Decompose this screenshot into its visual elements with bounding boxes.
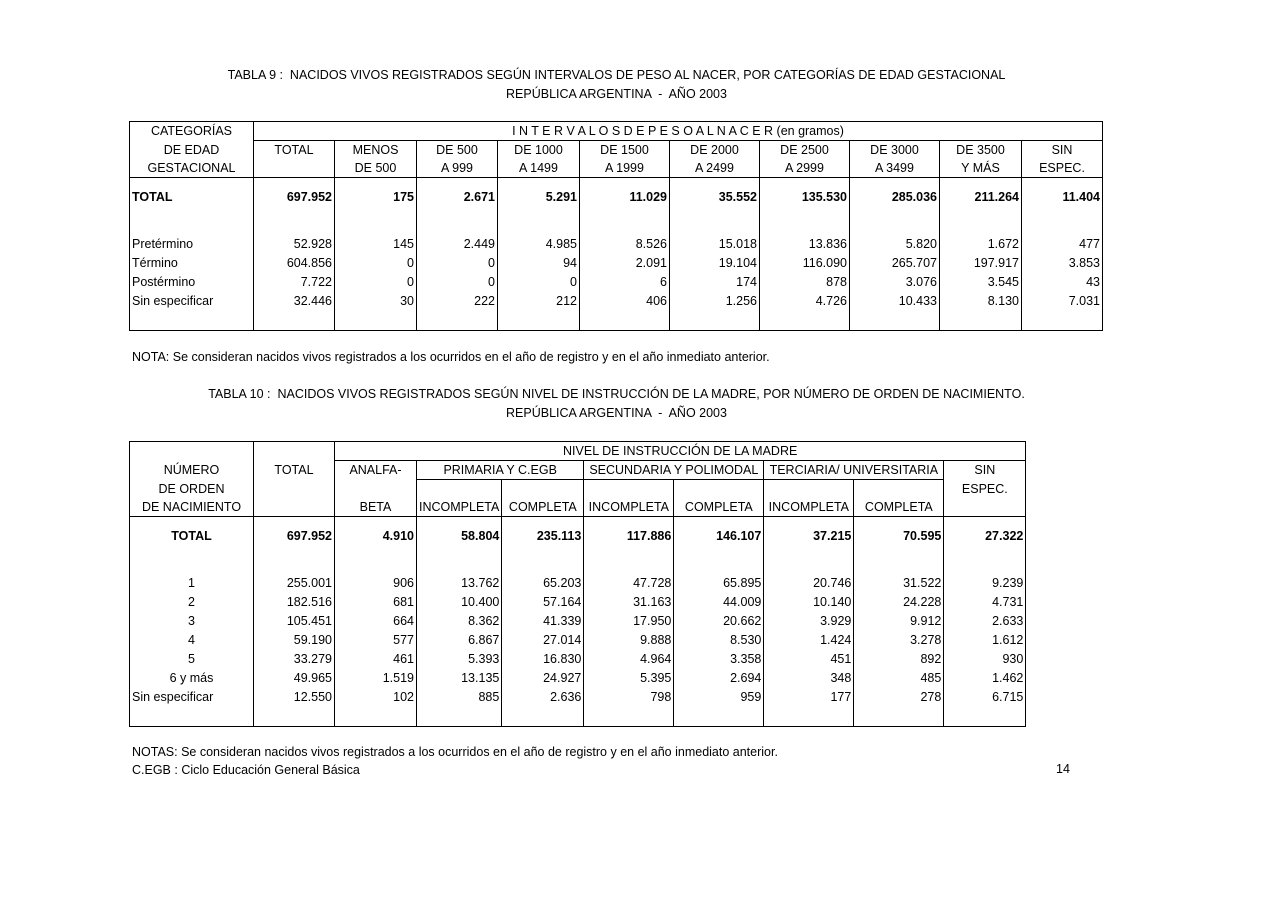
data-cell: 47.728 bbox=[584, 574, 674, 593]
table10-note: NOTAS: Se consideran nacidos vivos registrados a los ocurridos en el año de registro y en el año inmediato anterior. bbox=[132, 745, 778, 759]
data-cell: 278 bbox=[854, 688, 944, 707]
data-cell: 461 bbox=[335, 650, 417, 669]
data-cell: 3.929 bbox=[764, 612, 854, 631]
data-cell: 9.239 bbox=[944, 574, 1026, 593]
header-cell: DE 1500 bbox=[580, 141, 670, 160]
data-cell: 59.190 bbox=[254, 631, 335, 650]
row-label: TOTAL bbox=[130, 517, 254, 556]
data-cell: 3.358 bbox=[674, 650, 764, 669]
data-cell: 35.552 bbox=[670, 178, 760, 217]
data-cell: 906 bbox=[335, 574, 417, 593]
data-cell: 4.910 bbox=[335, 517, 417, 556]
data-cell: 11.029 bbox=[580, 178, 670, 217]
header-cell: COMPLETA bbox=[854, 498, 944, 517]
data-cell: 348 bbox=[764, 669, 854, 688]
data-cell: 2.633 bbox=[944, 612, 1026, 631]
header-cell: Y MÁS bbox=[940, 159, 1022, 178]
row-label: Pretérmino bbox=[130, 235, 254, 254]
data-cell: 959 bbox=[674, 688, 764, 707]
data-cell: 6 bbox=[580, 273, 670, 292]
data-cell: 58.804 bbox=[417, 517, 502, 556]
table9-subtitle: REPÚBLICA ARGENTINA - AÑO 2003 bbox=[506, 87, 727, 101]
table10-abbrev-note: C.EGB : Ciclo Educación General Básica bbox=[132, 763, 360, 777]
data-cell: 697.952 bbox=[254, 517, 335, 556]
header-cell: PRIMARIA Y C.EGB bbox=[417, 461, 584, 480]
header-cell: INCOMPLETA bbox=[417, 498, 502, 517]
data-cell: 697.952 bbox=[254, 178, 335, 217]
data-cell: 10.433 bbox=[850, 292, 940, 311]
table9 bbox=[129, 121, 1103, 331]
data-cell: 13.135 bbox=[417, 669, 502, 688]
header-cell: A 2499 bbox=[670, 159, 760, 178]
data-cell: 37.215 bbox=[764, 517, 854, 556]
header-cell: NIVEL DE INSTRUCCIÓN DE LA MADRE bbox=[335, 442, 1026, 461]
data-cell: 175 bbox=[335, 178, 417, 217]
data-cell: 1.612 bbox=[944, 631, 1026, 650]
data-cell: 878 bbox=[760, 273, 850, 292]
data-cell: 2.636 bbox=[502, 688, 584, 707]
row-label: 2 bbox=[130, 593, 254, 612]
data-cell: 145 bbox=[335, 235, 417, 254]
header-cell: DE 3000 bbox=[850, 141, 940, 160]
data-cell: 33.279 bbox=[254, 650, 335, 669]
header-cell: I N T E R V A L O S D E P E S O A L N A C E R (en gramos) bbox=[254, 122, 1103, 141]
header-cell: DE 500 bbox=[417, 141, 498, 160]
header-cell: DE NACIMIENTO bbox=[130, 498, 254, 517]
data-cell: 41.339 bbox=[502, 612, 584, 631]
data-cell: 3.076 bbox=[850, 273, 940, 292]
data-cell: 0 bbox=[335, 254, 417, 273]
header-cell bbox=[254, 159, 335, 178]
table-row bbox=[130, 273, 1103, 292]
data-cell: 285.036 bbox=[850, 178, 940, 217]
data-cell: 4.964 bbox=[584, 650, 674, 669]
data-cell: 8.526 bbox=[580, 235, 670, 254]
header-cell: SIN bbox=[1022, 141, 1103, 160]
data-cell: 11.404 bbox=[1022, 178, 1103, 217]
data-cell: 0 bbox=[335, 273, 417, 292]
data-cell: 1.672 bbox=[940, 235, 1022, 254]
data-cell: 4.985 bbox=[498, 235, 580, 254]
header-cell: DE 3500 bbox=[940, 141, 1022, 160]
header-cell: A 3499 bbox=[850, 159, 940, 178]
data-cell: 70.595 bbox=[854, 517, 944, 556]
data-cell: 885 bbox=[417, 688, 502, 707]
header-cell: INCOMPLETA bbox=[584, 498, 674, 517]
header-cell: ESPEC. bbox=[1022, 159, 1103, 178]
row-label: Postérmino bbox=[130, 273, 254, 292]
data-cell: 6.715 bbox=[944, 688, 1026, 707]
table-row bbox=[130, 292, 1103, 311]
header-cell: COMPLETA bbox=[502, 498, 584, 517]
data-cell: 4.726 bbox=[760, 292, 850, 311]
row-label: 3 bbox=[130, 612, 254, 631]
data-cell: 211.264 bbox=[940, 178, 1022, 217]
row-label: 6 y más bbox=[130, 669, 254, 688]
header-cell: A 2999 bbox=[760, 159, 850, 178]
data-cell: 94 bbox=[498, 254, 580, 273]
data-cell: 451 bbox=[764, 650, 854, 669]
data-cell: 65.203 bbox=[502, 574, 584, 593]
data-cell: 44.009 bbox=[674, 593, 764, 612]
header-cell: MENOS bbox=[335, 141, 417, 160]
table-row bbox=[130, 612, 1026, 631]
data-cell: 5.395 bbox=[584, 669, 674, 688]
row-label: TOTAL bbox=[130, 178, 254, 217]
data-cell: 681 bbox=[335, 593, 417, 612]
header-cell: INCOMPLETA bbox=[764, 498, 854, 517]
table-row bbox=[130, 593, 1026, 612]
data-cell: 477 bbox=[1022, 235, 1103, 254]
data-cell: 8.130 bbox=[940, 292, 1022, 311]
data-cell: 7.722 bbox=[254, 273, 335, 292]
data-cell: 102 bbox=[335, 688, 417, 707]
header-cell: NÚMERO bbox=[130, 461, 254, 480]
data-cell: 3.545 bbox=[940, 273, 1022, 292]
data-cell: 16.830 bbox=[502, 650, 584, 669]
header-cell: GESTACIONAL bbox=[130, 159, 254, 178]
row-label: 5 bbox=[130, 650, 254, 669]
data-cell: 146.107 bbox=[674, 517, 764, 556]
data-cell: 30 bbox=[335, 292, 417, 311]
table-row-total bbox=[130, 178, 1103, 217]
data-cell: 27.322 bbox=[944, 517, 1026, 556]
data-cell: 57.164 bbox=[502, 593, 584, 612]
data-cell: 3.278 bbox=[854, 631, 944, 650]
header-cell: DE ORDEN bbox=[130, 480, 254, 499]
data-cell: 31.163 bbox=[584, 593, 674, 612]
data-cell: 105.451 bbox=[254, 612, 335, 631]
header-cell: ESPEC. bbox=[944, 480, 1026, 499]
data-cell: 12.550 bbox=[254, 688, 335, 707]
table-row bbox=[130, 650, 1026, 669]
data-cell: 135.530 bbox=[760, 178, 850, 217]
data-cell: 32.446 bbox=[254, 292, 335, 311]
data-cell: 20.662 bbox=[674, 612, 764, 631]
data-cell: 24.228 bbox=[854, 593, 944, 612]
header-cell: ANALFA- bbox=[335, 461, 417, 480]
data-cell: 177 bbox=[764, 688, 854, 707]
data-cell: 664 bbox=[335, 612, 417, 631]
data-cell: 5.291 bbox=[498, 178, 580, 217]
data-cell: 5.820 bbox=[850, 235, 940, 254]
data-cell: 13.836 bbox=[760, 235, 850, 254]
row-label: 1 bbox=[130, 574, 254, 593]
table-row bbox=[130, 235, 1103, 254]
data-cell: 798 bbox=[584, 688, 674, 707]
header-cell: A 999 bbox=[417, 159, 498, 178]
data-cell: 2.671 bbox=[417, 178, 498, 217]
row-label: Término bbox=[130, 254, 254, 273]
data-cell: 24.927 bbox=[502, 669, 584, 688]
data-cell: 182.516 bbox=[254, 593, 335, 612]
header-cell: DE 2000 bbox=[670, 141, 760, 160]
data-cell: 2.091 bbox=[580, 254, 670, 273]
table10-title: TABLA 10 : NACIDOS VIVOS REGISTRADOS SEGÚN NIVEL DE INSTRUCCIÓN DE LA MADRE, POR NÚMERO DE ORDEN DE NACIMIENTO. bbox=[208, 387, 1025, 401]
data-cell: 19.104 bbox=[670, 254, 760, 273]
data-cell: 6.867 bbox=[417, 631, 502, 650]
data-cell: 116.090 bbox=[760, 254, 850, 273]
data-cell: 1.462 bbox=[944, 669, 1026, 688]
data-cell: 4.731 bbox=[944, 593, 1026, 612]
header-cell: TERCIARIA/ UNIVERSITARIA bbox=[764, 461, 944, 480]
header-cell: TOTAL bbox=[254, 461, 335, 480]
data-cell: 406 bbox=[580, 292, 670, 311]
data-cell: 3.853 bbox=[1022, 254, 1103, 273]
data-cell: 0 bbox=[417, 273, 498, 292]
data-cell: 577 bbox=[335, 631, 417, 650]
data-cell: 197.917 bbox=[940, 254, 1022, 273]
table-row bbox=[130, 688, 1026, 707]
data-cell: 49.965 bbox=[254, 669, 335, 688]
data-cell: 892 bbox=[854, 650, 944, 669]
data-cell: 5.393 bbox=[417, 650, 502, 669]
table9-title: TABLA 9 : NACIDOS VIVOS REGISTRADOS SEGÚN INTERVALOS DE PESO AL NACER, POR CATEGORÍAS DE EDAD GESTACIONAL bbox=[227, 68, 1006, 82]
header-cell: COMPLETA bbox=[674, 498, 764, 517]
header-cell: SECUNDARIA Y POLIMODAL bbox=[584, 461, 764, 480]
data-cell: 31.522 bbox=[854, 574, 944, 593]
data-cell: 235.113 bbox=[502, 517, 584, 556]
data-cell: 1.424 bbox=[764, 631, 854, 650]
data-cell: 43 bbox=[1022, 273, 1103, 292]
data-cell: 8.362 bbox=[417, 612, 502, 631]
data-cell: 9.912 bbox=[854, 612, 944, 631]
table-row bbox=[130, 574, 1026, 593]
data-cell: 0 bbox=[498, 273, 580, 292]
header-cell: DE 500 bbox=[335, 159, 417, 178]
data-cell: 174 bbox=[670, 273, 760, 292]
data-cell: 265.707 bbox=[850, 254, 940, 273]
row-label: Sin especificar bbox=[130, 292, 254, 311]
data-cell: 485 bbox=[854, 669, 944, 688]
header-cell: CATEGORÍAS bbox=[130, 122, 254, 141]
data-cell: 930 bbox=[944, 650, 1026, 669]
data-cell: 17.950 bbox=[584, 612, 674, 631]
data-cell: 27.014 bbox=[502, 631, 584, 650]
row-label: 4 bbox=[130, 631, 254, 650]
data-cell: 212 bbox=[498, 292, 580, 311]
data-cell: 255.001 bbox=[254, 574, 335, 593]
table-row bbox=[130, 254, 1103, 273]
row-label: Sin especificar bbox=[130, 688, 254, 707]
data-cell: 65.895 bbox=[674, 574, 764, 593]
table-row bbox=[130, 631, 1026, 650]
data-cell: 8.530 bbox=[674, 631, 764, 650]
header-cell: A 1999 bbox=[580, 159, 670, 178]
data-cell: 10.400 bbox=[417, 593, 502, 612]
data-cell: 222 bbox=[417, 292, 498, 311]
header-cell: DE EDAD bbox=[130, 141, 254, 160]
header-cell: A 1499 bbox=[498, 159, 580, 178]
page-number: 14 bbox=[1056, 762, 1070, 776]
data-cell: 7.031 bbox=[1022, 292, 1103, 311]
data-cell: 10.140 bbox=[764, 593, 854, 612]
header-cell: DE 1000 bbox=[498, 141, 580, 160]
header-cell: SIN bbox=[944, 461, 1026, 480]
data-cell: 15.018 bbox=[670, 235, 760, 254]
header-cell: BETA bbox=[335, 498, 417, 517]
table-row-total bbox=[130, 517, 1026, 556]
data-cell: 2.449 bbox=[417, 235, 498, 254]
data-cell: 0 bbox=[417, 254, 498, 273]
table-row bbox=[130, 669, 1026, 688]
data-cell: 13.762 bbox=[417, 574, 502, 593]
data-cell: 1.519 bbox=[335, 669, 417, 688]
data-cell: 117.886 bbox=[584, 517, 674, 556]
table10 bbox=[129, 441, 1026, 727]
table10-subtitle: REPÚBLICA ARGENTINA - AÑO 2003 bbox=[506, 406, 727, 420]
data-cell: 9.888 bbox=[584, 631, 674, 650]
data-cell: 20.746 bbox=[764, 574, 854, 593]
header-cell: TOTAL bbox=[254, 141, 335, 160]
data-cell: 604.856 bbox=[254, 254, 335, 273]
data-cell: 1.256 bbox=[670, 292, 760, 311]
table9-note: NOTA: Se consideran nacidos vivos registrados a los ocurridos en el año de registro y en el año inmediato anterior. bbox=[132, 350, 770, 364]
data-cell: 2.694 bbox=[674, 669, 764, 688]
header-cell: DE 2500 bbox=[760, 141, 850, 160]
data-cell: 52.928 bbox=[254, 235, 335, 254]
